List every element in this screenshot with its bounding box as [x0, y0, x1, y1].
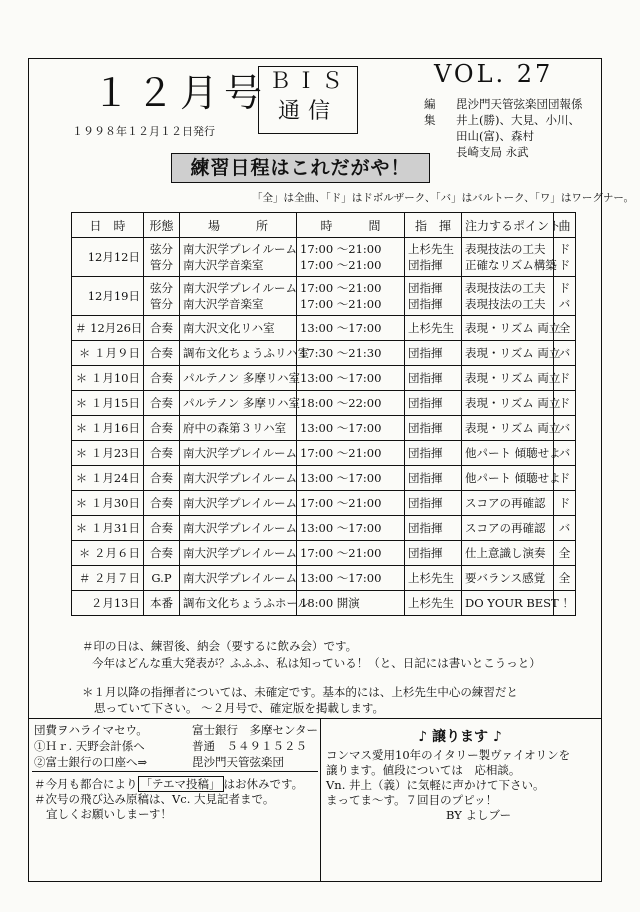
cell-conductor: [405, 516, 462, 541]
hash-note-line: ＃印の日は、練習後、納会（要するに飲み会）です。: [82, 639, 358, 653]
cell-date-line: ＊ １月15日: [75, 396, 140, 410]
cell-point-line: 他パート 傾聴せよ: [465, 446, 561, 460]
note-text: ＃今月も都合により: [34, 777, 138, 791]
newsletter-logo: [258, 66, 358, 134]
cell-time-line: 17:00 ～21:00: [300, 258, 382, 272]
practice-schedule-table: [71, 212, 576, 616]
cell-place-line: 調布文化ちょうふホール: [183, 596, 310, 610]
cell-conductor: [405, 341, 462, 366]
gift-line: Vn. 井上（義）に気軽に声かけて下さい。: [326, 778, 545, 792]
cell-time: [297, 391, 405, 416]
table-row: [72, 366, 576, 391]
cell-time-line: 13:00 ～17:00: [300, 521, 382, 535]
cell-date-line: ＊ １月23日: [75, 446, 140, 460]
cell-conductor: [405, 391, 462, 416]
cell-date-line: ＊ １月30日: [75, 496, 140, 510]
cell-point-line: 表現・リズム 両立: [465, 396, 561, 410]
cell-piece-line: バ: [558, 521, 571, 535]
table-header-row: [72, 213, 576, 238]
fee-line: 団費ヲハライマセウ。: [34, 723, 148, 737]
cell-date: [72, 466, 144, 491]
cell-type: [144, 566, 180, 591]
cell-point-line: 表現技法の工夫: [465, 242, 546, 256]
cell-type-line: 合奏: [150, 471, 173, 485]
cell-type: [144, 391, 180, 416]
cell-date: [72, 391, 144, 416]
cell-conductor-line: 団指揮: [408, 371, 443, 385]
cell-type-line: G.P: [151, 571, 172, 585]
cell-time: [297, 416, 405, 441]
col-header-date: 日 時: [72, 213, 144, 238]
cell-date-line: ＊ １月９日: [78, 346, 140, 360]
cell-type: [144, 441, 180, 466]
cell-conductor: [405, 238, 462, 277]
cell-time: [297, 316, 405, 341]
cell-point-line: 正確なリズム構築: [465, 258, 557, 272]
cell-piece: [554, 491, 576, 516]
cell-date-line: ＃ 12月26日: [75, 321, 143, 335]
cell-place: [180, 541, 297, 566]
cell-point-line: スコアの再確認: [465, 496, 546, 510]
cell-time-line: 13:00 ～17:00: [300, 371, 382, 385]
col-header-conductor: 指 揮: [405, 213, 462, 238]
star-note-line: 思っていて下さい。 ～２月号で、確定版を掲載します。: [94, 701, 385, 715]
bottom-vertical-divider: [320, 718, 321, 882]
table-row: [72, 591, 576, 616]
cell-point: [462, 491, 554, 516]
cell-time-line: 13:00 ～17:00: [300, 571, 382, 585]
editor-line: 長崎支局 永武: [456, 145, 529, 159]
cell-place: [180, 341, 310, 366]
cell-time-line: 13:00 ～17:00: [300, 471, 382, 485]
cell-place-line: 南大沢文化リハ室: [183, 321, 275, 335]
table-row: [72, 238, 576, 277]
cell-piece-line: バ: [558, 346, 571, 360]
col-header-place: 場 所: [180, 213, 297, 238]
editor-line: 井上(勝)、大見、小川、: [456, 113, 580, 127]
table-row: [72, 316, 576, 341]
cell-point: [462, 591, 574, 616]
cell-date: [72, 541, 144, 566]
cell-point: [462, 516, 554, 541]
table-row: [72, 466, 576, 491]
bank-name: 富士銀行 多摩センター: [192, 723, 319, 737]
cell-date: [72, 441, 144, 466]
cell-time-line: 13:00 ～17:00: [300, 421, 382, 435]
table-row: [72, 277, 576, 316]
cell-time: [297, 541, 405, 566]
cell-place-line: 南大沢学プレイルーム: [183, 471, 297, 485]
cell-point-line: 表現・リズム 両立: [465, 346, 561, 360]
cell-time: [297, 566, 405, 591]
cell-date: [72, 341, 144, 366]
cell-conductor: [405, 416, 462, 441]
cell-piece-line: ド: [558, 242, 571, 256]
cell-time: [297, 591, 405, 616]
cell-conductor: [405, 366, 462, 391]
cell-point: [462, 566, 554, 591]
cell-place-line: 調布文化ちょうふリハ室: [183, 346, 310, 360]
cell-place-line: パルテノン 多摩リハ室: [183, 371, 301, 385]
cell-point: [462, 541, 554, 566]
star-note: [82, 684, 562, 716]
cell-place: [180, 441, 297, 466]
cell-conductor-line: 団指揮: [408, 281, 443, 295]
gift-title: ♪ 譲ります ♪: [418, 729, 502, 745]
cell-point: [462, 341, 561, 366]
cell-type-line: 弦分: [150, 242, 173, 256]
fee-divider: [32, 771, 318, 772]
account-number: 普通 ５４９１５２５: [192, 739, 307, 753]
account-holder: 毘沙門天管弦楽団: [192, 755, 284, 769]
cell-time: [297, 491, 405, 516]
bottom-divider: [28, 718, 602, 719]
cell-type: [144, 591, 180, 616]
cell-time: [297, 238, 405, 277]
schedule-banner: 練習日程はこれだがや！: [171, 153, 430, 183]
table-row: [72, 566, 576, 591]
cell-place: [180, 491, 297, 516]
cell-place-line: 南大沢学音楽室: [183, 258, 264, 272]
cell-conductor-line: 上杉先生: [408, 571, 454, 585]
cell-point: [462, 238, 557, 277]
cell-conductor: [405, 277, 462, 316]
cell-time-line: 17:00 ～21:00: [300, 496, 382, 510]
cell-place: [180, 516, 297, 541]
cell-time-line: 17:30 ～21:30: [300, 346, 382, 360]
cell-place: [180, 316, 297, 341]
piece-legend: 「全」は全曲、「ド」はドボルザーク、「バ」はバルトーク、「ワ」はワーグナー。: [252, 192, 634, 204]
cell-piece-line: ド: [558, 496, 571, 510]
cell-conductor: [405, 441, 462, 466]
gift-body: [326, 748, 598, 823]
issue-title: １２月号: [92, 71, 269, 115]
cell-piece-line: ド: [558, 371, 571, 385]
cell-point-line: 表現・リズム 両立: [465, 371, 561, 385]
cell-date-line: ＊ １月24日: [75, 471, 140, 485]
cell-piece: [554, 566, 576, 591]
cell-type-line: 合奏: [150, 546, 173, 560]
cell-conductor-line: 団指揮: [408, 446, 443, 460]
cell-point: [462, 366, 561, 391]
cell-point: [462, 416, 561, 441]
note-text: ＃次号の飛び込み原稿は、Vc. 大見記者まで。: [34, 792, 275, 806]
logo-bottom: 通信: [277, 99, 338, 124]
table-row: [72, 441, 576, 466]
cell-conductor: [405, 491, 462, 516]
cell-piece-line: ド: [558, 258, 571, 272]
cell-type: [144, 416, 180, 441]
editor-label: 編集: [424, 97, 436, 127]
cell-time: [297, 341, 405, 366]
fee-line: ①Ｈｒ. 天野会計係へ: [34, 739, 145, 753]
gift-line: まってま～す。７回目のプピッ！: [326, 793, 498, 807]
cell-piece: [554, 277, 576, 316]
editor-line: 田山(富)、森村: [456, 129, 534, 143]
cell-type-line: 合奏: [150, 521, 173, 535]
cell-type-line: 合奏: [150, 371, 173, 385]
col-header-time: 時 間: [297, 213, 405, 238]
cell-place: [180, 366, 301, 391]
cell-piece-line: 全: [558, 321, 571, 335]
cell-conductor-line: 団指揮: [408, 496, 443, 510]
cell-time-line: 18:00 ～22:00: [300, 396, 382, 410]
theme-submission-label: 「テエマ投稿」: [138, 776, 224, 792]
cell-type-line: 合奏: [150, 321, 173, 335]
cell-date-line: 12月19日: [87, 289, 140, 303]
cell-piece: [554, 516, 576, 541]
cell-piece-line: バ: [558, 297, 571, 311]
cell-place: [180, 566, 297, 591]
cell-conductor-line: 上杉先生: [408, 321, 454, 335]
col-header-piece: 曲: [554, 213, 576, 238]
cell-time: [297, 466, 405, 491]
cell-piece-line: 全: [558, 546, 571, 560]
cell-point-line: 表現・リズム 両立: [465, 321, 561, 335]
cell-piece-line: ド: [558, 471, 571, 485]
cell-conductor-line: 上杉先生: [408, 596, 454, 610]
cell-place-line: 南大沢学プレイルーム: [183, 242, 297, 256]
fee-payment-info: [34, 722, 319, 770]
cell-type-line: 管分: [150, 297, 173, 311]
cell-place: [180, 238, 297, 277]
star-note-line: ＊１月以降の指揮者については、未確定です。基本的には、上杉先生中心の練習だと: [82, 685, 518, 699]
cell-time: [297, 441, 405, 466]
note-text: はお休みです。: [223, 777, 304, 791]
cell-point-line: 他パート 傾聴せよ: [465, 471, 561, 485]
cell-place-line: パルテノン 多摩リハ室: [183, 396, 301, 410]
cell-type-line: 本番: [150, 596, 173, 610]
cell-time-line: 17:00 ～21:00: [300, 242, 382, 256]
cell-type: [144, 341, 180, 366]
cell-time-line: 17:00 ～21:00: [300, 446, 382, 460]
cell-date: [72, 316, 144, 341]
logo-top: ＢＩＳ: [268, 69, 347, 94]
cell-point: [462, 316, 561, 341]
cell-point: [462, 466, 561, 491]
cell-date: [72, 416, 144, 441]
cell-type-line: 管分: [150, 258, 173, 272]
cell-date-line: ＊ １月10日: [75, 371, 140, 385]
cell-conductor-line: 団指揮: [408, 546, 443, 560]
cell-piece-line: 全: [558, 571, 571, 585]
cell-point-line: 仕上意識し演奏: [465, 546, 546, 560]
cell-time: [297, 277, 405, 316]
cell-conductor-line: 団指揮: [408, 346, 443, 360]
table-row: [72, 341, 576, 366]
cell-time-line: 13:00 ～17:00: [300, 321, 382, 335]
cell-conductor: [405, 566, 462, 591]
cell-type: [144, 238, 180, 277]
cell-type: [144, 491, 180, 516]
cell-type: [144, 516, 180, 541]
cell-place: [180, 416, 297, 441]
cell-place: [180, 391, 301, 416]
table-row: [72, 491, 576, 516]
cell-time: [297, 516, 405, 541]
cell-point: [462, 391, 561, 416]
table-row: [72, 416, 576, 441]
cell-place: [180, 277, 297, 316]
cell-time-line: 17:00 ～21:00: [300, 281, 382, 295]
cell-time-line: 17:00 ～21:00: [300, 297, 382, 311]
cell-place: [180, 466, 297, 491]
gift-signature: BY よしブー: [446, 808, 512, 822]
table-row: [72, 391, 576, 416]
cell-piece-line: バ: [558, 421, 571, 435]
bottom-notes: [34, 777, 316, 822]
cell-date: [72, 591, 144, 616]
cell-place-line: 南大沢学プレイルーム: [183, 446, 297, 460]
cell-place-line: 南大沢学音楽室: [183, 297, 264, 311]
col-header-type: 形態: [144, 213, 180, 238]
cell-place-line: 南大沢学プレイルーム: [183, 496, 297, 510]
cell-date-line: 12月12日: [87, 250, 140, 264]
cell-place: [180, 591, 310, 616]
cell-conductor-line: 団指揮: [408, 258, 443, 272]
note-text: 宜しくお願いしまーす！: [46, 807, 172, 821]
cell-type-line: 弦分: [150, 281, 173, 295]
hash-note: [82, 638, 562, 672]
cell-date: [72, 238, 144, 277]
cell-conductor-line: 団指揮: [408, 521, 443, 535]
cell-type: [144, 277, 180, 316]
cell-point: [462, 277, 554, 316]
cell-place-line: 南大沢学プレイルーム: [183, 571, 297, 585]
volume-number: VOL. 27: [434, 60, 554, 88]
cell-point-line: 要バランス感覚: [465, 571, 546, 585]
cell-date: [72, 566, 144, 591]
cell-date-line: ＊ １月31日: [75, 521, 140, 535]
cell-time: [297, 366, 405, 391]
cell-point-line: スコアの再確認: [465, 521, 546, 535]
cell-piece: [554, 541, 576, 566]
cell-date: [72, 516, 144, 541]
cell-conductor-line: 上杉先生: [408, 242, 454, 256]
gift-line: 譲ります。値段については 応相談。: [326, 763, 521, 777]
cell-type-line: 合奏: [150, 496, 173, 510]
cell-type-line: 合奏: [150, 396, 173, 410]
cell-conductor: [405, 541, 462, 566]
cell-place-line: 南大沢学プレイルーム: [183, 546, 297, 560]
cell-conductor: [405, 466, 462, 491]
cell-time-line: 18:00 開演: [300, 596, 360, 610]
cell-conductor-line: 団指揮: [408, 421, 443, 435]
cell-type: [144, 366, 180, 391]
cell-point-line: 表現技法の工夫: [465, 281, 546, 295]
cell-type-line: 合奏: [150, 346, 173, 360]
table-row: [72, 516, 576, 541]
cell-piece-line: バ: [558, 446, 571, 460]
cell-point-line: 表現・リズム 両立: [465, 421, 561, 435]
cell-type: [144, 316, 180, 341]
cell-type-line: 合奏: [150, 421, 173, 435]
cell-place-line: 南大沢学プレイルーム: [183, 281, 297, 295]
cell-time-line: 17:00 ～21:00: [300, 546, 382, 560]
cell-conductor-line: 団指揮: [408, 297, 443, 311]
cell-place-line: 南大沢学プレイルーム: [183, 521, 297, 535]
cell-type: [144, 541, 180, 566]
cell-date: [72, 366, 144, 391]
cell-point-line: 表現技法の工夫: [465, 297, 546, 311]
fee-line: ②富士銀行の口座へ⇒: [34, 755, 148, 769]
cell-type: [144, 466, 180, 491]
cell-date-line: ＊ １月16日: [75, 421, 140, 435]
issue-date: １９９８年１２月１２日発行: [72, 125, 215, 138]
cell-date-line: ２月13日: [90, 596, 140, 610]
cell-date: [72, 491, 144, 516]
hash-note-line: 今年はどんな重大発表が？ふふふ、私は知っている！（と、日記には書いとこうっと）: [92, 656, 541, 670]
cell-conductor: [405, 316, 462, 341]
cell-point-line: DO YOUR BEST ！: [465, 596, 574, 610]
cell-place-line: 府中の森第３リハ室: [183, 421, 287, 435]
gift-line: コンマス愛用10年のイタリー製ヴァイオリンを: [326, 748, 571, 762]
cell-date-line: ＊ ２月６日: [78, 546, 140, 560]
cell-conductor-line: 団指揮: [408, 396, 443, 410]
cell-piece-line: ド: [558, 396, 571, 410]
cell-point: [462, 441, 561, 466]
cell-piece-line: ド: [558, 281, 571, 295]
cell-conductor: [405, 591, 462, 616]
cell-date-line: ＃ ２月７日: [78, 571, 140, 585]
cell-conductor-line: 団指揮: [408, 471, 443, 485]
editor-line: 毘沙門天管弦楽団団報係: [456, 97, 583, 111]
cell-date: [72, 277, 144, 316]
table-row: [72, 541, 576, 566]
cell-type-line: 合奏: [150, 446, 173, 460]
col-header-point: 注力するポイント: [462, 213, 554, 238]
